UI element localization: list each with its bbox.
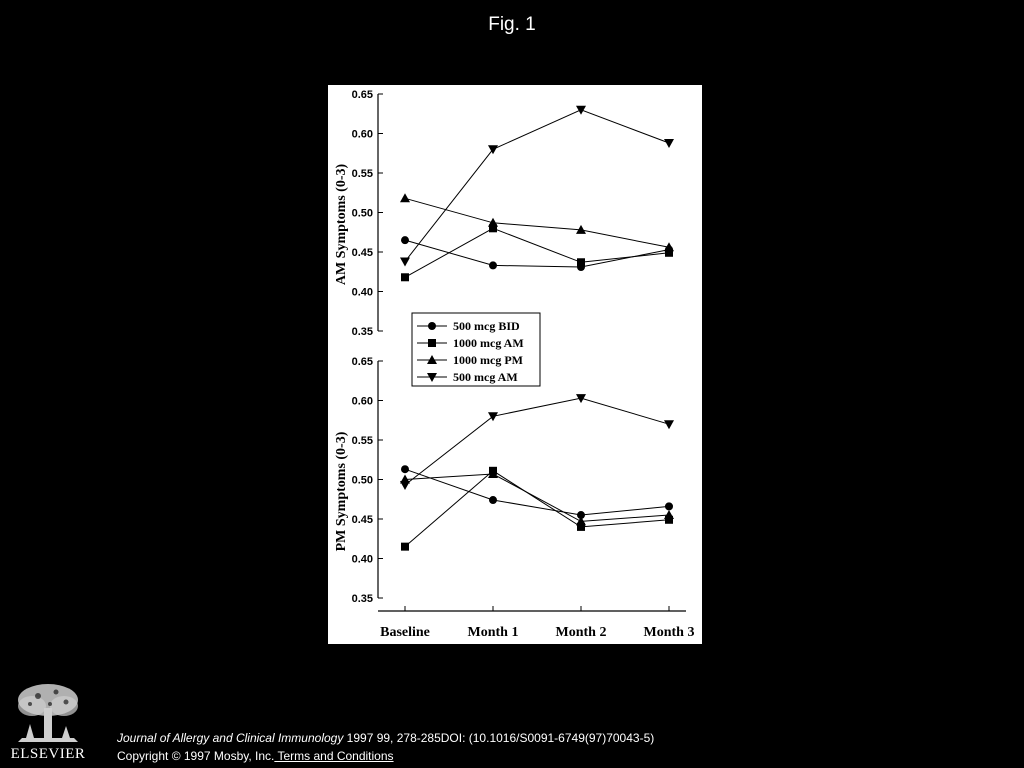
citation-details: 1997 99, 278-285DOI: (10.1016/S0091-6749(97)70043-5) bbox=[343, 731, 655, 745]
top-data-point bbox=[489, 261, 497, 269]
x-tick-label: Baseline bbox=[380, 625, 430, 640]
bottom-series-line-2 bbox=[405, 474, 669, 521]
bottom-data-point bbox=[665, 502, 673, 510]
top-y-tick-label: 0.45 bbox=[351, 247, 373, 259]
top-data-point bbox=[401, 236, 409, 244]
tree-icon bbox=[8, 680, 88, 746]
bottom-data-point bbox=[488, 412, 498, 421]
bottom-series-line-1 bbox=[405, 471, 669, 547]
citation-block bbox=[117, 729, 654, 765]
top-data-point bbox=[401, 273, 409, 281]
bottom-y-tick-label: 0.60 bbox=[351, 395, 373, 408]
terms-link[interactable]: Terms and Conditions bbox=[274, 749, 394, 763]
top-series-line-0 bbox=[405, 240, 669, 267]
bottom-series-line-3 bbox=[405, 398, 669, 485]
top-data-point bbox=[664, 139, 674, 148]
top-data-point bbox=[576, 106, 586, 115]
copyright-line bbox=[117, 747, 654, 765]
bottom-y-tick-label: 0.55 bbox=[351, 435, 373, 447]
bottom-data-point bbox=[489, 496, 497, 504]
bottom-series-line-0 bbox=[405, 469, 669, 515]
x-tick-label: Month 3 bbox=[643, 625, 695, 640]
bottom-y-tick-label: 0.40 bbox=[351, 553, 373, 566]
chart-svg bbox=[328, 85, 702, 644]
top-series-line-1 bbox=[405, 228, 669, 277]
bottom-data-point bbox=[664, 510, 674, 519]
top-y-tick-label: 0.35 bbox=[351, 326, 373, 338]
top-data-point bbox=[488, 145, 498, 154]
publisher-name: ELSEVIER bbox=[10, 746, 86, 762]
bottom-data-point bbox=[400, 481, 410, 490]
elsevier-logo bbox=[8, 680, 88, 766]
legend-label: 1000 mcg PM bbox=[453, 353, 523, 367]
x-tick-label: Month 2 bbox=[555, 625, 607, 640]
bottom-y-axis-title: PM Symptoms (0-3) bbox=[334, 431, 349, 552]
slide-title: Fig. 1 bbox=[488, 14, 536, 35]
top-series-line-2 bbox=[405, 198, 669, 247]
legend-label: 500 mcg BID bbox=[453, 319, 520, 333]
top-y-tick-label: 0.50 bbox=[351, 207, 373, 220]
bottom-y-tick-label: 0.35 bbox=[351, 593, 373, 605]
top-series-line-3 bbox=[405, 110, 669, 262]
top-y-tick-label: 0.65 bbox=[351, 89, 373, 101]
legend-marker bbox=[428, 339, 436, 347]
bottom-data-point bbox=[664, 420, 674, 429]
copyright-text: Copyright © 1997 Mosby, Inc. bbox=[117, 749, 275, 763]
citation-line bbox=[117, 729, 654, 747]
bottom-data-point bbox=[401, 543, 409, 551]
bottom-data-point bbox=[401, 465, 409, 473]
bottom-y-tick-label: 0.50 bbox=[351, 474, 373, 487]
journal-name: Journal of Allergy and Clinical Immunology bbox=[117, 731, 344, 745]
bottom-y-tick-label: 0.45 bbox=[351, 514, 373, 526]
top-data-point bbox=[577, 258, 585, 266]
x-tick-label: Month 1 bbox=[467, 625, 519, 640]
legend-label: 500 mcg AM bbox=[453, 370, 518, 384]
top-y-tick-label: 0.40 bbox=[351, 286, 373, 299]
top-y-tick-label: 0.60 bbox=[351, 128, 373, 141]
bottom-y-tick-label: 0.65 bbox=[351, 356, 373, 368]
top-data-point bbox=[400, 257, 410, 266]
legend-label: 1000 mcg AM bbox=[453, 336, 524, 350]
figure-panel bbox=[328, 85, 702, 644]
legend-marker bbox=[428, 322, 436, 330]
top-y-tick-label: 0.55 bbox=[351, 168, 373, 180]
top-data-point bbox=[400, 193, 410, 202]
top-y-axis-title: AM Symptoms (0-3) bbox=[334, 163, 349, 286]
